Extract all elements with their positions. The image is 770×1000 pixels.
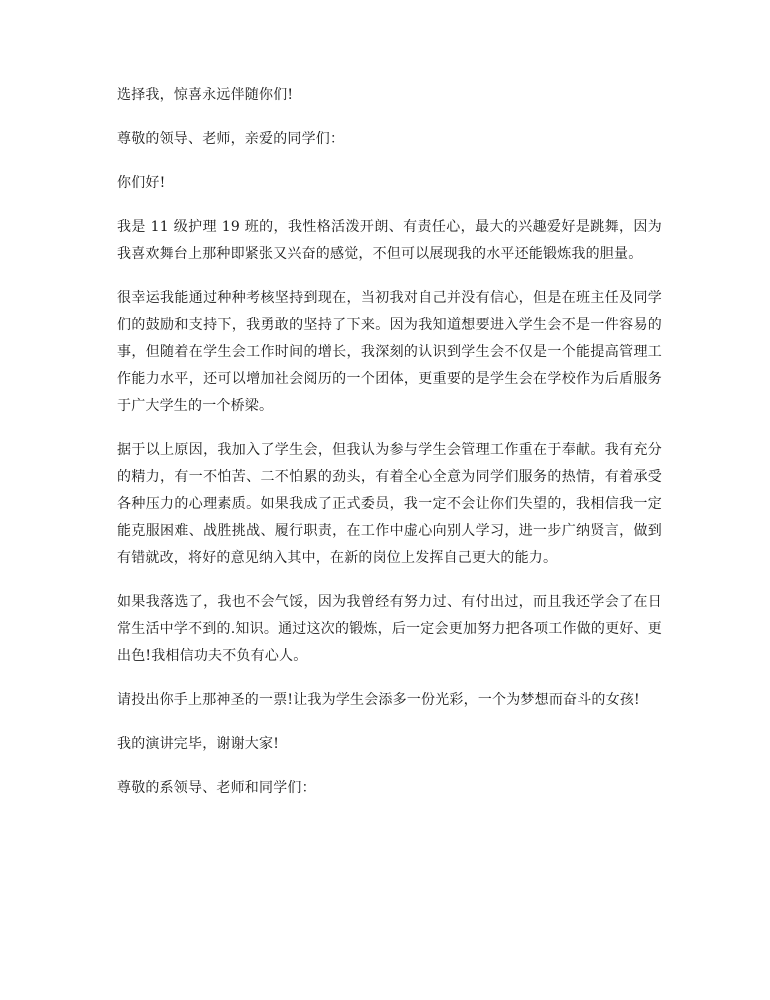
greeting: 你们好! [117,175,166,191]
paragraph-if-not-elected: 如果我落选了，我也不会气馁，因为我曾经有努力过、有付出过，而且我还学会了在日常生活中学不到的.知识。通过这次的锻炼，后一定会更加努力把各项工作做的更好、更出色!我相信功夫不负有心人。 [117,594,662,664]
paragraph-closing: 我的演讲完毕，谢谢大家! [117,736,280,752]
paragraph-introduction: 我是 11 级护理 19 班的，我性格活泼开朗、有责任心，最大的兴趣爱好是跳舞，因为我喜欢舞台上那种即紧张又兴奋的感觉，不但可以展现我的水平还能锻炼我的胆量。 [117,219,662,262]
paragraph-commitment: 据于以上原因，我加入了学生会，但我认为参与学生会管理工作重在于奉献。我有充分的精力，有一不怕苦、二不怕累的劲头，有着全心全意为同学们服务的热情，有着承受各种压力的心理素质。如果我成了正式委员，我一定不会让你们失望的，我相信我一定能克服困难、战胜挑战、履行职责，在工作中虚心向别人学习，进一步广纳贤言，做到有错就改，将好的意见纳入其中，在新的岗位上发挥自己更大的能力。 [117,442,662,566]
paragraph-perseverance: 很幸运我能通过种种考核坚持到现在，当初我对自己并没有信心，但是在班主任及同学们的鼓励和支持下，我勇敢的坚持了下来。因为我知道想要进入学生会不是一件容易的事，但随着在学生会工作时间的增长，我深刻的认识到学生会不仅是一个能提高管理工作能力水平，还可以增加社会阅历的一个团体，更重要的是学生会在学校作为后盾服务于广大学生的一个桥梁。 [117,290,662,414]
salutation: 尊敬的领导、老师，亲爱的同学们： [117,131,345,147]
paragraph-vote-request: 请投出你手上那神圣的一票!让我为学生会添多一份光彩，一个为梦想而奋斗的女孩! [117,692,640,708]
heading-slogan: 选择我，惊喜永远伴随你们! [117,87,294,103]
salutation-second: 尊敬的系领导、老师和同学们： [117,780,316,796]
document-body [117,82,662,819]
